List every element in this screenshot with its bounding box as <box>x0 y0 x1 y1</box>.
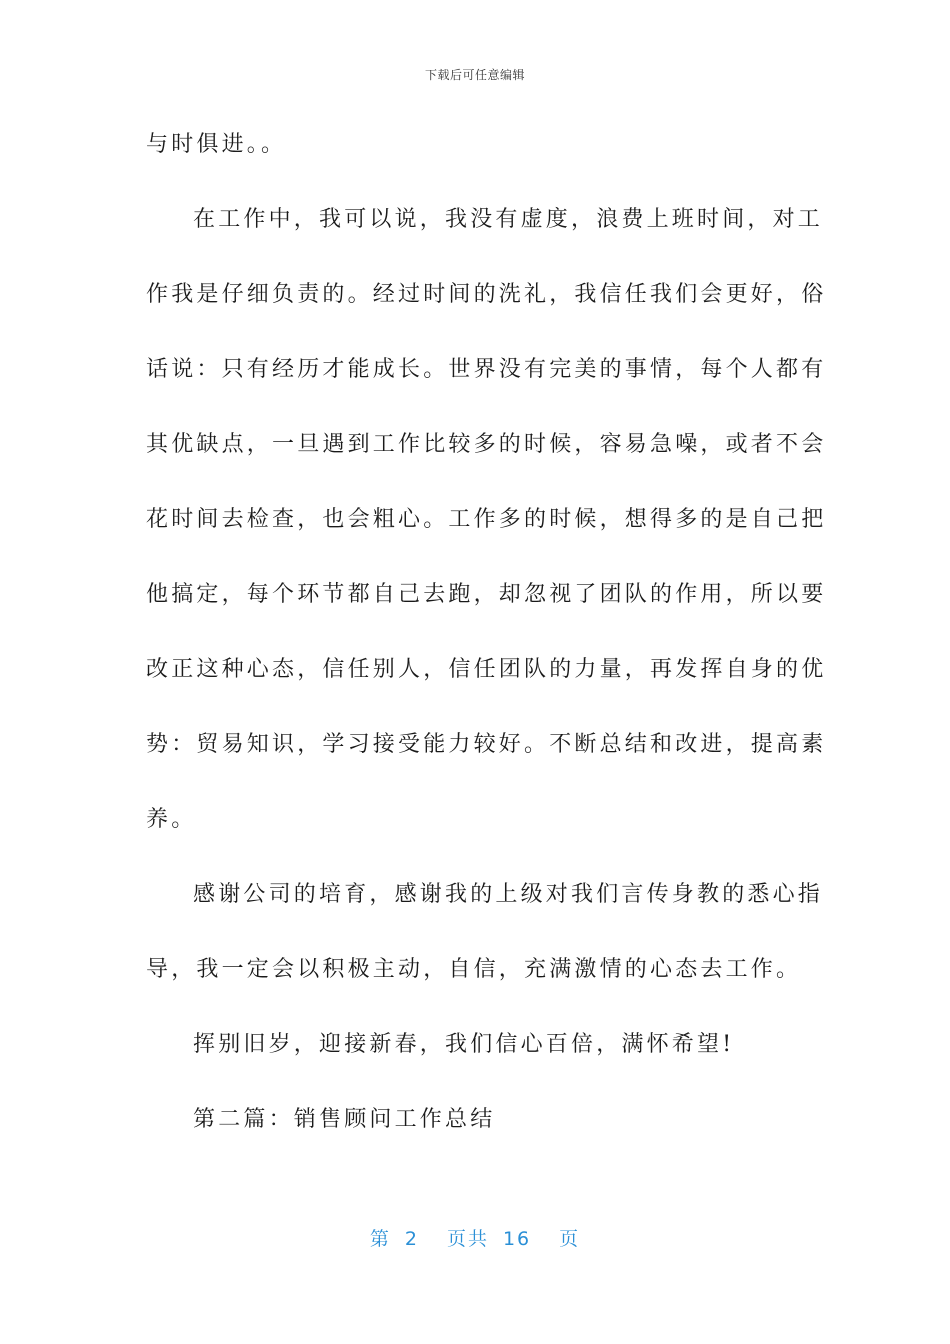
text-line: 挥别旧岁，迎接新春，我们信心百倍，满怀希望! <box>193 1032 735 1057</box>
text-line: 在工作中，我可以说，我没有虚度，浪费上班时间，对工 <box>193 207 824 232</box>
footer-prefix: 第 <box>369 1228 391 1250</box>
section-heading: 第二篇：销售顾问工作总结 <box>193 1107 496 1132</box>
total-pages-number: 16 <box>502 1228 532 1250</box>
text-line: 话说：只有经历才能成长。世界没有完美的事情，每个人都有 <box>146 357 827 382</box>
current-page-number: 2 <box>404 1228 419 1250</box>
text-line: 作我是仔细负责的。经过时间的洗礼，我信任我们会更好，俗 <box>146 282 827 307</box>
text-line: 花时间去检查，也会粗心。工作多的时候，想得多的是自己把 <box>146 507 827 532</box>
document-body <box>146 122 827 1172</box>
text-line: 势：贸易知识，学习接受能力较好。不断总结和改进，提高素 <box>146 732 827 757</box>
header-note: 下载后可任意编辑 <box>424 68 525 82</box>
text-line: 感谢公司的培育，感谢我的上级对我们言传身教的悉心指 <box>193 882 824 907</box>
text-line: 改正这种心态，信任别人，信任团队的力量，再发挥自身的优 <box>146 657 827 682</box>
text-line: 养。 <box>146 807 197 832</box>
footer-suffix: 页 <box>559 1228 581 1250</box>
text-line: 导，我一定会以积极主动，自信，充满激情的心态去工作。 <box>146 957 802 982</box>
text-line: 与时俱进。。 <box>146 132 287 157</box>
footer-middle: 页共 <box>446 1228 489 1250</box>
text-line: 其优缺点，一旦遇到工作比较多的时候，容易急噪，或者不会 <box>146 432 827 457</box>
text-line: 他搞定，每个环节都自己去跑，却忽视了团队的作用，所以要 <box>146 582 827 607</box>
page-footer <box>0 1224 950 1251</box>
